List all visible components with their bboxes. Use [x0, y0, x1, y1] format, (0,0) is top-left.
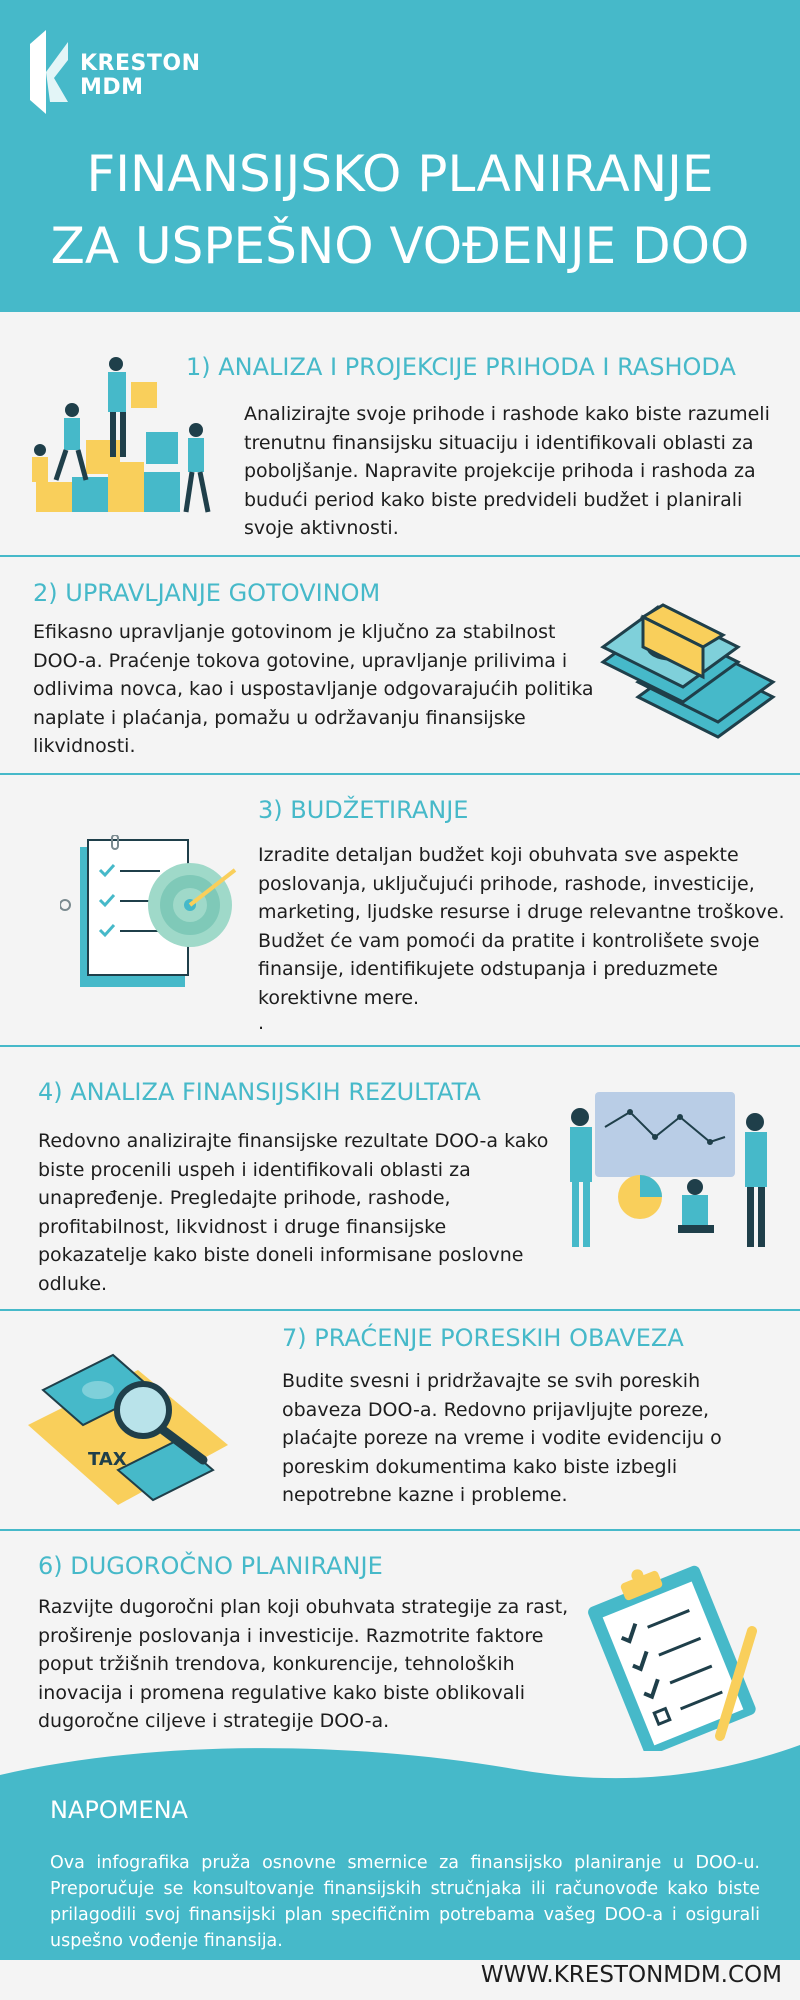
note-heading: NAPOMENA	[50, 1796, 188, 1824]
note-text: Ova infografika pruža osnovne smernice za finansijsko planiranje u DOO-u. Preporučuje se konsultovanje finansijskih stručnjaka ili računovođe kako biste prilagodili svoj finansijski plan specifičnim potrebama vašeg DOO-a i osigurali uspešno vođenje finansija.	[50, 1853, 760, 1951]
section-heading: 2) UPRAVLJANJE GOTOVINOM	[33, 579, 381, 607]
section-tax-obligations	[0, 1311, 800, 1531]
section-heading: 1) ANALIZA I PROJEKCIJE PRIHODA I RASHODA	[186, 353, 736, 381]
brand-name-line1: KRESTON	[80, 51, 201, 76]
teamwork-puzzle-icon	[26, 352, 226, 532]
section-cash-management	[0, 557, 800, 775]
section-text: Efikasno upravljanje gotovinom je ključno za stabilnost DOO-a. Praćenje tokova gotovine, upravljanje prilivima i odlivima novca, kao i uspostavljanje odgovarajućih politika naplate i plaćanja, pomažu u održavanju finansijske likvidnosti.	[33, 621, 594, 758]
tax-label: TAX	[88, 1449, 127, 1470]
checklist-target-icon	[60, 835, 250, 995]
money-stacks-icon	[598, 587, 780, 747]
brand-logo	[28, 30, 228, 114]
section-text: Budite svesni i pridržavajte se svih poreskih obaveza DOO-a. Redovno prijavljujte poreze, plaćajte poreze na vreme i vodite evidenciju o poreskim dokumentima kako biste izbegli nepotrebne kazne i probleme.	[282, 1370, 722, 1507]
tax-magnifier-icon	[28, 1345, 238, 1515]
section-revenue-analysis	[0, 312, 800, 557]
section-financial-results	[0, 1047, 800, 1311]
kreston-logo-icon	[28, 30, 68, 114]
section-text: Analizirajte svoje prihode i rashode kako biste razumeli trenutnu finansijsku situaciju i identifikovali oblasti za poboljšanje. Napravite projekcije prihoda i rashoda za budući period kako biste predvideli budžet i planirali svoje aktivnosti.	[244, 403, 770, 540]
section-heading: 7) PRAĆENJE PORESKIH OBAVEZA	[282, 1324, 684, 1352]
section-budgeting	[0, 775, 800, 1047]
section-text: Razvijte dugoročni plan koji obuhvata strategije za rast, proširenje poslovanja i investicije. Razmotrite faktore poput tržišnih trendova, konkurencije, tehnoloških inovacija i promena regulative kako biste oblikovali dugoročne ciljeve i strategije DOO-a.	[38, 1596, 569, 1733]
clipboard-checklist-icon	[570, 1561, 770, 1751]
section-extra: .	[258, 1012, 265, 1034]
page-title-line1: FINANSIJSKO PLANIRANJE	[86, 145, 714, 203]
header-banner	[0, 0, 800, 312]
footer-note	[0, 1740, 800, 2000]
section-text: Redovno analizirajte finansijske rezultate DOO-a kako biste procenili uspeh i identifikovali oblasti za unapređenje. Pregledajte prihode, rashode, profitabilnost, likvidnost i druge finansijske pokazatelje kako biste doneli informisane poslovne odluke.	[38, 1130, 549, 1295]
brand-name	[80, 52, 200, 100]
website-link[interactable]: WWW.KRESTONMDM.COM	[480, 1962, 782, 1988]
page-title	[0, 138, 800, 282]
section-heading: 6) DUGOROČNO PLANIRANJE	[38, 1552, 383, 1580]
page-title-line2: ZA USPEŠNO VOĐENJE DOO	[50, 217, 750, 275]
section-text: Izradite detaljan budžet koji obuhvata sve aspekte poslovanja, uključujući prihode, rashode, investicije, marketing, ljudske resurse i druge relevantne troškove. Budžet će vam pomoći da pratite i kontrolišete svoje finansije, identifikujete odstupanja i preduzmete korektivne mere.	[258, 844, 785, 1009]
section-heading: 4) ANALIZA FINANSIJSKIH REZULTATA	[38, 1078, 481, 1106]
brand-name-line2: MDM	[80, 75, 144, 100]
section-heading: 3) BUDŽETIRANJE	[258, 796, 469, 824]
chart-analysis-icon	[560, 1087, 780, 1287]
section-long-term-planning	[0, 1531, 800, 1740]
